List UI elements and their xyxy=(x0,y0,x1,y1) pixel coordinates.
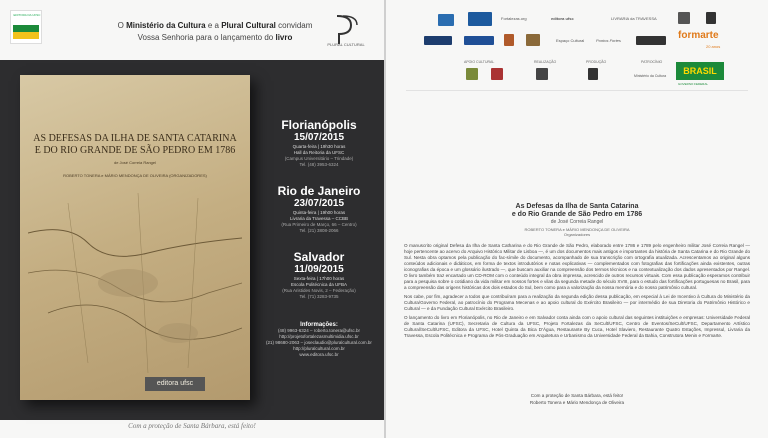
sponsor-editora: editora ufsc xyxy=(551,16,574,21)
paragraph: O manuscrito original Defesa da Ilha de Santa Catharina e do Rio Grande de São Pedro, elaborado entre 1786 e 1789 pelo engenheiro militar José Correia Rangel — hoje pertencente ao acervo do Arquivo Histórico Militar de Lisboa —, é um dos documentos mais antigos e importantes da história de Santa Catarina e do Rio Grande do Sul. Nesta obra optamos pela publicação do fac-símile do documento, acompanhado de sua transcrição com ortografia atualizada. Acrescentamos ao original alguns conteúdos adicionais e didáticos, em forma de textos introdutórios e notas explicativas — complementados com fotografias das fortificações ainda existentes, outras iconografias da época e um glossário ilustrado —, que buscam auxiliar na compreensão dos termos técnicos e na contextualização dos dados apresentados por Rangel. O livro também traz encartado um CD-ROM com o conteúdo integral da obra impressa, acrescido de outros recursos virtuais. Com essa publicação esperamos contribuir para a pesquisa sobre o cotidiano da vida militar em nossos fortes e vilas da segunda metade do século XVIII, para o estudo das fortificações portuguesas no Brasil, para a compreensão das origens históricas dos dois estados do Sul, bem como para a valorização da nossa memória e do nosso patrimônio cultural. xyxy=(404,243,750,290)
event-date: 23/07/2015 xyxy=(293,198,345,209)
sponsor-logos xyxy=(416,8,756,88)
contact-info: Informações: (48) 9963-6324 – roberto.tonera@ufsc.br http://projetofortalezasmultimidia.ufsc.br (21) 98680-2063 – joseclaudio@pluralcultural.com.br http://pluralcultural.com.br www.editora.ufsc.br xyxy=(258,322,380,358)
label-patrocinio: PATROCÍNIO xyxy=(641,60,663,64)
book-title: AS DEFESAS DA ILHA DE SANTA CATARINA E DO RIO GRANDE DE SÃO PEDRO EM 1786 xyxy=(33,133,237,156)
event-city: Rio de Janeiro xyxy=(277,184,361,198)
sponsor-gov: GOVERNO FEDERAL xyxy=(678,82,709,86)
sponsor-livraria: LIVRARIA da TRAVESSA xyxy=(611,16,657,21)
sponsor-fortalezas: Fortalezas.org xyxy=(501,16,527,21)
label-apoio: APOIO CULTURAL xyxy=(464,60,495,64)
book-title-detail: As Defesas da Ilha de Santa Catarina e do Rio Grande de São Pedro em 1786 xyxy=(511,203,643,218)
sponsor-minc: Ministério da Cultura xyxy=(634,74,667,78)
contact-line: (21) 98680-2063 – joseclaudio@pluralcultural.com.br xyxy=(266,340,372,345)
invitation-text: O Ministério da Cultura e a Plural Cultural convidam Vossa Senhoria para o lançamento do livro xyxy=(117,21,313,42)
invitation-back-page xyxy=(386,0,768,438)
book-organizers-detail: ROBERTO TONERA e MÁRIO MENDONÇA DE OLIVEIRA Organizadores xyxy=(524,227,630,237)
sponsor-espaco: Espaço Cultural xyxy=(556,38,585,43)
launch-events xyxy=(258,118,380,316)
motto: Com a proteção de Santa Bárbara, está feito! xyxy=(128,422,256,430)
historic-map-illustration xyxy=(28,193,242,373)
event-florianopolis: Florianópolis 15/07/2015 Quarta-feira | 19h30 horas Hall da Reitoria da UFSC (Campus Universitário – Trindade) Tel. (48) 3953-6324 xyxy=(258,118,380,168)
ufsc-editora-logo xyxy=(10,10,42,44)
event-date: 15/07/2015 xyxy=(293,132,345,143)
event-salvador: Salvador 11/09/2015 Sexta-feira | 17h00 horas Escola Politécnica da UFBA (Rua Aristides Novis, 2 – Federação) Tel. (71) 3283-9735 xyxy=(258,250,380,300)
event-city: Florianópolis xyxy=(281,118,357,132)
event-city: Salvador xyxy=(293,250,345,264)
contact-link[interactable]: http://pluralcultural.com.br xyxy=(293,346,345,351)
org-plural: Plural Cultural xyxy=(221,21,276,30)
label-realizacao: REALIZAÇÃO xyxy=(534,60,557,64)
contact-line: (48) 9963-6324 – roberto.tonera@ufsc.br xyxy=(277,328,361,333)
book-author-detail: de José Correia Rangel xyxy=(550,219,604,225)
plural-cultural-logo-text: PLURAL CULTURAL xyxy=(327,42,365,47)
label-producao: PRODUÇÃO xyxy=(586,60,607,64)
ufsc-logo-text: EDITORA DA UFSC xyxy=(13,13,41,17)
contact-link[interactable]: http://projetofortalezasmultimidia.ufsc.br xyxy=(279,334,359,339)
paragraph: O lançamento do livro em Florianópolis, no Rio de Janeiro e em Salvador conta ainda com o apoio cultural das seguintes instituições e empresas: Universidade Federal de Santa Catarina (UFSC), Secretaria de Cultura da UFSC, Projeto Fortalezas da SeCult/UFSC, Centro de Eventos/SeCult/UFSC, Departamento Artístico Cultural/SeCult/UFSC, Editora da UFSC, Hotel Quinta da Bica D'Água, Restaurante By Cuca, Hotel Slaviero, Restaurante Quatro Estações, Impressul, Livraria da Travessa, Escola Politécnica e Programa de Pós-Graduação em Arquitetura e Urbanismo da Universidade Federal da Bahia, Construtora Menin e Formarte. xyxy=(404,315,750,338)
contact-link[interactable]: www.editora.ufsc.br xyxy=(299,352,339,357)
divider xyxy=(406,90,748,91)
book-cover xyxy=(20,75,250,400)
formarte-anos: 20 anos xyxy=(706,44,721,49)
org-ministerio: Ministério da Cultura xyxy=(126,21,206,30)
event-date: 11/09/2015 xyxy=(294,264,344,275)
paragraph: Nos cabe, por fim, agradecer a todos que contribuíram para a realização da segunda edição dessa publicação, em especial à Lei de Incentivo à Cultura do Ministério da Cultura/Governo Federal, ao patrocínio do Programa Mecenas e ao apoio cultural do Exército Brasileiro — por intermédio de sua Diretoria do Patrimônio Histórico e Cultural — e da Fundação Cultural Exército Brasileiro. xyxy=(404,294,750,311)
sponsor-pontos: Pontos Fortes xyxy=(596,38,621,43)
sponsor-formarte: formarte xyxy=(678,30,719,41)
publisher-logo: editora ufsc xyxy=(145,377,205,391)
sponsor-brasil: BRASIL xyxy=(676,62,724,80)
description-text xyxy=(404,243,750,342)
signature: Com a proteção de Santa Bárbara, está feito! Roberto Tonera e Mário Mendonça de Oliveira xyxy=(529,393,625,405)
book-author: de José Correia Rangel xyxy=(113,160,157,165)
event-rio-de-janeiro: Rio de Janeiro 23/07/2015 Quinta-feira | 19h00 horas Livraria da Travessa – CCBB (Rua Primeiro de Março, 66 – Centro) Tel. (21) 3808-2066 xyxy=(258,184,380,234)
book-organizers: ROBERTO TONERA e MÁRIO MENDONÇA DE OLIVEIRA (ORGANIZADORES) xyxy=(63,173,207,178)
